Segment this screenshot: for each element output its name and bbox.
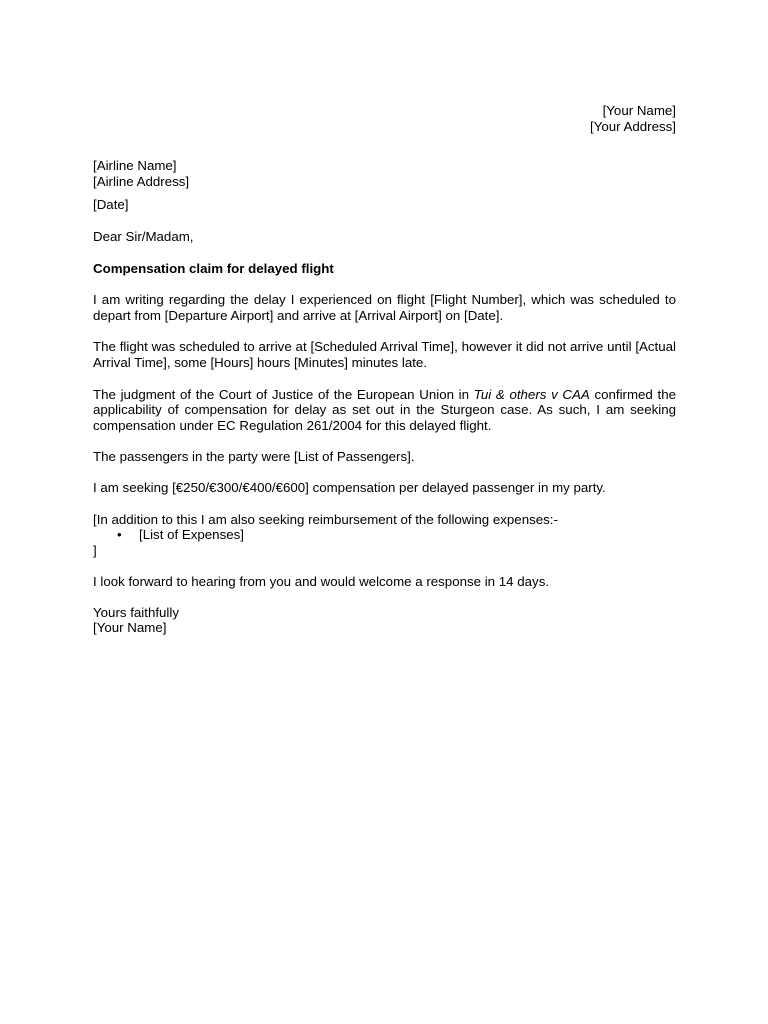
recipient-block <box>93 158 676 189</box>
bullet-icon: • <box>117 527 122 543</box>
expenses-list <box>93 527 676 543</box>
subject-line: Compensation claim for delayed flight <box>93 260 334 276</box>
expenses-close-bracket: ] <box>93 542 97 558</box>
paragraph-legal-basis <box>93 387 676 434</box>
expenses-intro: [In addition to this I am also seeking reimbursement of the following expenses:- <box>93 511 558 527</box>
valediction: Yours faithfully <box>93 604 179 620</box>
legal-text-end: confirmed the applicability of compensation for delay as set out in the Sturgeon case. As such, I am seeking compensation under EC Regulation 261/2004 for this delayed flight. <box>93 386 676 433</box>
signoff-block <box>93 605 676 636</box>
expense-item-label: [List of Expenses] <box>139 527 244 543</box>
recipient-name: [Airline Name] <box>93 158 177 174</box>
salutation: Dear Sir/Madam, <box>93 228 194 244</box>
paragraph-flight-details: I am writing regarding the delay I experienced on flight [Flight Number], which was scheduled to depart from [Departure Airport] and arrive at [Arrival Airport] on [Date]. <box>93 292 676 323</box>
signature-name: [Your Name] <box>93 620 167 636</box>
recipient-address: [Airline Address] <box>93 173 190 189</box>
paragraph-passengers: The passengers in the party were [List of Passengers]. <box>93 449 415 465</box>
letter-date: [Date] <box>93 197 129 213</box>
sender-name: [Your Name] <box>602 103 676 118</box>
sender-address: [Your Address] <box>590 118 676 134</box>
closing-paragraph: I look forward to hearing from you and would welcome a response in 14 days. <box>93 574 550 590</box>
sender-block <box>93 103 676 134</box>
paragraph-compensation-amount: I am seeking [€250/€300/€400/€600] compensation per delayed passenger in my party. <box>93 479 606 495</box>
letter-body <box>93 103 676 636</box>
paragraph-delay-times: The flight was scheduled to arrive at [Scheduled Arrival Time], however it did not arrive until [Actual Arrival Time], some [Hours] hours [Minutes] minutes late. <box>93 339 676 370</box>
expense-item <box>93 527 676 543</box>
legal-text-start: The judgment of the Court of Justice of the European Union in <box>93 386 474 402</box>
case-name: Tui & others v CAA <box>473 386 590 402</box>
